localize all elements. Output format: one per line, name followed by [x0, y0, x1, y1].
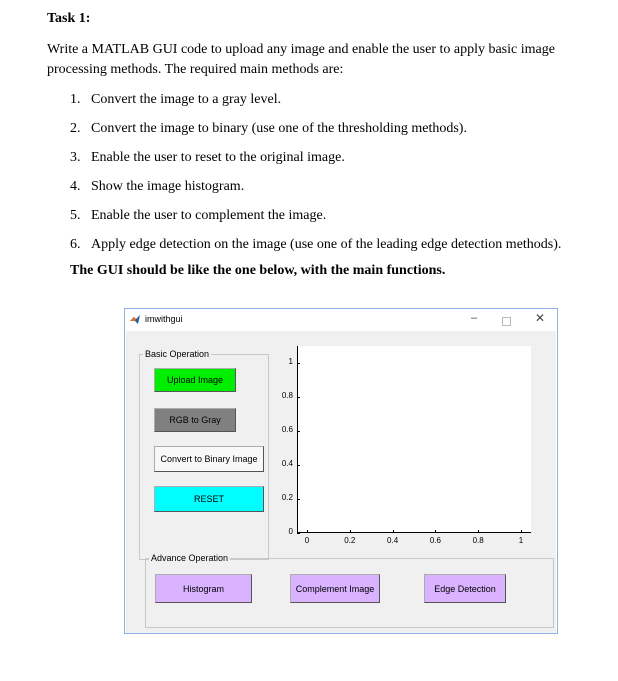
matlab-icon	[130, 315, 140, 324]
list-item	[70, 177, 561, 206]
x-tick-mark	[307, 530, 308, 533]
minimize-icon[interactable]: –	[471, 312, 478, 324]
maximize-icon[interactable]	[502, 317, 511, 326]
window-title: imwithgui	[145, 314, 183, 324]
y-tick-label: 0.2	[281, 493, 293, 502]
list-text: Enable the user to reset to the original image.	[91, 150, 345, 165]
x-tick-label: 0.8	[472, 536, 484, 545]
list-number: 4.	[70, 179, 81, 194]
x-tick-mark	[350, 530, 351, 533]
list-number: 1.	[70, 92, 81, 107]
y-tick-label: 1	[288, 357, 293, 366]
x-tick-mark	[393, 530, 394, 533]
y-tick-label: 0.4	[281, 459, 293, 468]
edge-detection-button[interactable]: Edge Detection	[424, 574, 506, 603]
y-tick-mark	[297, 431, 300, 432]
list-text: Enable the user to complement the image.	[91, 208, 327, 223]
x-tick-mark	[521, 530, 522, 533]
gui-note: The GUI should be like the one below, with the main functions.	[70, 263, 446, 278]
convert-to-binary-button[interactable]: Convert to Binary Image	[154, 446, 264, 472]
task-intro: Write a MATLAB GUI code to upload any image and enable the user to apply basic image processing methods. The required main methods are:	[47, 42, 555, 77]
y-tick-label: 0	[288, 527, 293, 536]
advance-panel-label: Advance Operation	[151, 553, 229, 563]
upload-image-button[interactable]: Upload Image	[154, 368, 236, 392]
x-tick-label: 1	[518, 536, 524, 545]
rgb-to-gray-button[interactable]: RGB to Gray	[154, 408, 236, 432]
image-axes	[297, 346, 531, 533]
y-tick-label: 0.6	[281, 425, 293, 434]
list-item	[70, 206, 561, 235]
list-text: Convert the image to a gray level.	[91, 92, 282, 107]
list-item	[70, 119, 561, 148]
x-tick-label: 0	[304, 536, 310, 545]
gui-window	[124, 308, 558, 634]
y-tick-mark	[297, 397, 300, 398]
list-number: 3.	[70, 150, 81, 165]
figure-area	[126, 331, 556, 633]
x-tick-mark	[478, 530, 479, 533]
basic-panel-label: Basic Operation	[145, 349, 210, 359]
x-tick-label: 0.6	[429, 536, 441, 545]
list-text: Apply edge detection on the image (use one of the leading edge detection methods).	[91, 237, 562, 252]
y-tick-mark	[297, 363, 300, 364]
list-text: Show the image histogram.	[91, 179, 245, 194]
y-tick-mark	[297, 533, 300, 534]
x-tick-label: 0.4	[387, 536, 399, 545]
y-tick-mark	[297, 465, 300, 466]
y-tick-mark	[297, 499, 300, 500]
close-icon[interactable]: ✕	[535, 311, 546, 325]
list-item	[70, 90, 561, 119]
list-text: Convert the image to binary (use one of the thresholding methods).	[91, 121, 467, 136]
list-number: 2.	[70, 121, 81, 136]
list-number: 5.	[70, 208, 81, 223]
list-number: 6.	[70, 237, 81, 252]
list-item	[70, 235, 561, 264]
x-tick-mark	[435, 530, 436, 533]
y-tick-label: 0.8	[281, 391, 293, 400]
reset-button[interactable]: RESET	[154, 486, 264, 512]
task-title: Task 1:	[47, 11, 91, 26]
x-tick-label: 0.2	[344, 536, 356, 545]
complement-image-button[interactable]: Complement Image	[290, 574, 380, 603]
list-item	[70, 148, 561, 177]
histogram-button[interactable]: Histogram	[155, 574, 252, 603]
title-bar[interactable]	[125, 309, 557, 331]
requirements-list	[70, 90, 561, 264]
